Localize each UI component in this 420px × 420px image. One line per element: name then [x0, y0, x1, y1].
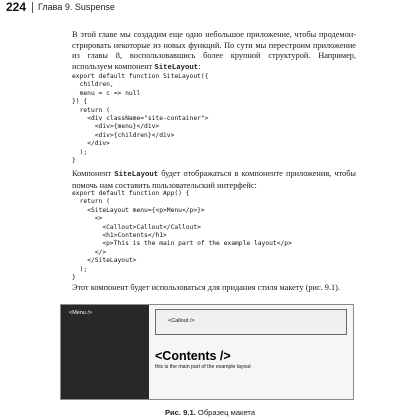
intro-end: : [198, 61, 201, 71]
layout-figure [60, 304, 354, 400]
figure-content-panel [149, 305, 353, 399]
figure-caption [0, 408, 420, 417]
figure-contents-text: this is the main part of the example layout [155, 364, 251, 370]
caption-label: Рис. 9.1. [164, 408, 196, 417]
figure-contents-heading: <Contents /> [155, 349, 231, 363]
paragraph-figure-ref [72, 283, 356, 294]
app-text-end: будет отображаться в компоненте приложения, чтобы помочь нам составить пользовательский интерфейс: [72, 169, 356, 190]
figure-callout-box [155, 309, 347, 335]
chapter-title: Глава 9. Suspense [38, 2, 115, 12]
inline-code-sitelayout: SiteLayout [154, 63, 199, 72]
paragraph-intro [72, 30, 356, 73]
code-block-app: export default function App() { return ( <SiteLayout menu={<p>Menu</p>}> <> <Callout>Callout</Callout> <h1>Contents</h1> <p>This is the main part of the example layout</p> </> </SiteLayout> ); } [72, 190, 292, 282]
page-number: 224 [6, 0, 27, 14]
caption-text: Образец макета [195, 408, 256, 417]
paragraph-app [72, 169, 356, 191]
running-header [6, 0, 115, 14]
figure-menu-panel [61, 305, 149, 399]
figure-menu-label: <Menu /> [69, 310, 93, 316]
figure-ref-text: Этот компонент будет использоваться для придания стиля макету (рис. 9.1). [72, 283, 340, 292]
intro-text: В этой главе мы создадим еще одно небольшое приложение, чтобы продемон-стрировать некоторые из новых функций. По сути мы перестроим приложение из главы 8, воспользовавшись более крупной структурой. Например, используем компонент [72, 30, 356, 71]
inline-code-sitelayout-2: SiteLayout [114, 171, 159, 179]
app-text-start: Компонент [72, 169, 115, 178]
code-block-sitelayout: export default function SiteLayout({ children, menu = c => null }) { return ( <div className="site-container"> <div>{menu}</div> <div>{children}</div> </div> ); } [72, 73, 209, 165]
header-divider [32, 2, 33, 13]
figure-callout-label: <Callout /> [168, 318, 195, 324]
